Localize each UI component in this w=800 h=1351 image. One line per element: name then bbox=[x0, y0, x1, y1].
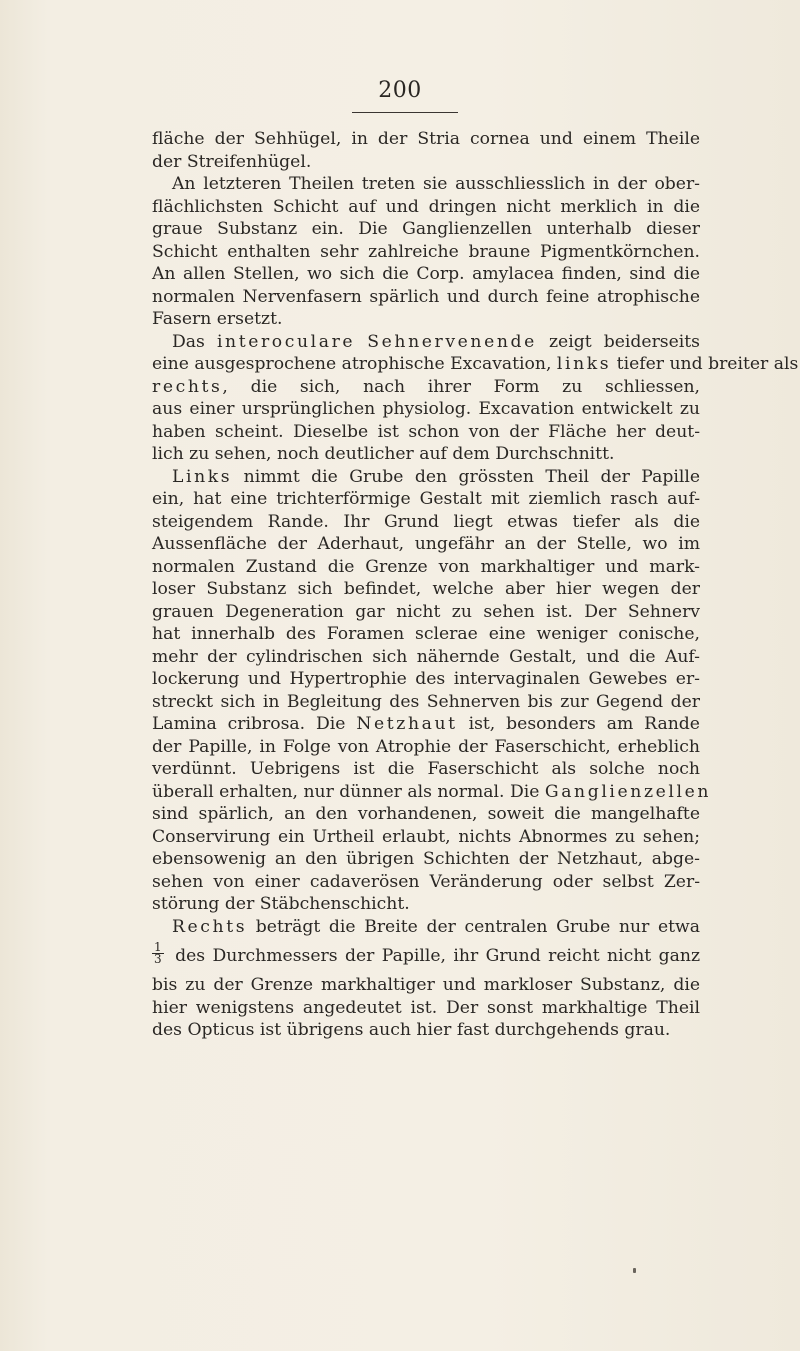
text-line: Aussenfläche der Aderhaut, ungefähr an der Stelle, wo im bbox=[152, 534, 700, 554]
spaced-term: links bbox=[556, 354, 612, 374]
spaced-term: Netzhaut bbox=[356, 714, 458, 734]
ink-speck bbox=[633, 1268, 636, 1273]
text-run: nimmt die Grube den grössten Theil der Papille bbox=[232, 466, 700, 487]
text-line bbox=[152, 938, 700, 974]
spaced-term: Rechts bbox=[172, 916, 248, 937]
text-line: Schicht enthalten sehr zahlreiche braune Pigmentkörnchen. bbox=[152, 241, 700, 262]
text-run bbox=[355, 332, 367, 352]
text-line bbox=[152, 781, 712, 804]
fraction-denominator: 3 bbox=[154, 952, 162, 966]
text-line: mehr der cylindrischen sich nähernde Gestalt, und die Auf- bbox=[152, 646, 700, 667]
text-line: sehen von einer cadaverösen Veränderung oder selbst Zer- bbox=[152, 871, 700, 892]
text-line: steigendem Rande. Ihr Grund liegt etwas tiefer als die bbox=[152, 511, 700, 532]
text-line: hier wenigstens angedeutet ist. Der sonst markhaltige Theil bbox=[152, 997, 700, 1018]
text-line: aus einer ursprünglichen physiolog. Excavation entwickelt zu bbox=[152, 399, 700, 419]
text-run: des Durchmessers der Papille, ihr Grund reicht nicht ganz bbox=[167, 946, 700, 966]
text-line: lockerung und Hypertrophie des intervaginalen Gewebes er- bbox=[152, 669, 700, 689]
text-run: , die sich, nach ihrer Form zu schliessen, bbox=[222, 376, 700, 397]
text-line: Conservirung ein Urtheil erlaubt, nichts Abnormes zu sehen; bbox=[152, 826, 700, 847]
spaced-term: Sehnervenende bbox=[367, 331, 537, 352]
text-run: Lamina cribrosa. Die bbox=[152, 714, 357, 734]
text-line: haben scheint. Dieselbe ist schon von der Fläche her deut- bbox=[152, 421, 700, 442]
text-line bbox=[152, 713, 700, 736]
fraction-numerator: 1 bbox=[154, 940, 162, 954]
spaced-term: interoculare bbox=[216, 331, 356, 352]
spaced-term: Ganglienzellen bbox=[544, 781, 712, 802]
text-line: der Streifenhügel. bbox=[152, 151, 312, 172]
text-line: störung der Stäbchenschicht. bbox=[152, 894, 410, 914]
text-line: normalen Nervenfasern spärlich und durch feine atrophische bbox=[152, 286, 700, 307]
text-line: normalen Zustand die Grenze von markhaltiger und mark- bbox=[152, 556, 700, 577]
text-line: ebensowenig an den übrigen Schichten der Netzhaut, abge- bbox=[152, 849, 700, 869]
text-line: grauen Degeneration gar nicht zu sehen ist. Der Sehnerv bbox=[152, 601, 700, 622]
text-line: hat innerhalb des Foramen sclerae eine weniger conische, bbox=[152, 624, 700, 644]
text-run: zeigt beiderseits bbox=[536, 331, 701, 352]
text-line: loser Substanz sich befindet, welche aber hier wegen der bbox=[152, 579, 700, 599]
text-line: verdünnt. Uebrigens ist die Faserschicht als solche noch bbox=[152, 759, 700, 779]
body-text bbox=[152, 128, 799, 1042]
text-line: An letzteren Theilen treten sie ausschliesslich in der ober- bbox=[172, 174, 700, 194]
text-line: bis zu der Grenze markhaltiger und markloser Substanz, die bbox=[152, 975, 700, 995]
spaced-term: rechts bbox=[152, 376, 223, 397]
text-line: der Papille, in Folge von Atrophie der Faserschicht, erheblich bbox=[152, 736, 700, 757]
text-line bbox=[152, 353, 799, 376]
text-line: des Opticus ist übrigens auch hier fast durchgehends grau. bbox=[152, 1020, 671, 1040]
text-run: eine ausgesprochene atrophische Excavation, bbox=[152, 354, 552, 374]
text-line: streckt sich in Begleitung des Sehnerven bis zur Gegend der bbox=[152, 691, 700, 712]
text-line: An allen Stellen, wo sich die Corp. amylacea finden, sind die bbox=[152, 264, 700, 284]
text-line: graue Substanz ein. Die Ganglienzellen unterhalb dieser bbox=[152, 219, 700, 239]
text-line: lich zu sehen, noch deutlicher auf dem Durchschnitt. bbox=[152, 444, 615, 464]
fraction bbox=[152, 942, 164, 965]
text-line: sind spärlich, an den vorhandenen, soweit die mangelhafte bbox=[152, 804, 700, 824]
text-run: ist, besonders am Rande bbox=[457, 714, 700, 734]
text-run: überall erhalten, nur dünner als normal. Die bbox=[152, 781, 545, 802]
text-line: Fasern ersetzt. bbox=[152, 309, 283, 329]
text-run: tiefer und breiter als bbox=[611, 354, 799, 374]
text-line: flächlichsten Schicht auf und dringen nicht merklich in die bbox=[152, 196, 700, 217]
page-number: 200 bbox=[378, 78, 422, 103]
spaced-term: Links bbox=[172, 466, 233, 487]
text-line bbox=[152, 331, 700, 354]
text-line: ein, hat eine trichterförmige Gestalt mit ziemlich rasch auf- bbox=[152, 489, 700, 509]
text-run: Das bbox=[172, 331, 217, 352]
text-line bbox=[152, 916, 700, 939]
text-run: beträgt die Breite der centralen Grube nur etwa bbox=[247, 916, 700, 937]
text-line bbox=[152, 376, 700, 399]
text-line bbox=[152, 466, 700, 489]
page-number-rule bbox=[352, 112, 458, 113]
text-line: fläche der Sehhügel, in der Stria cornea und einem Theile bbox=[152, 129, 700, 149]
